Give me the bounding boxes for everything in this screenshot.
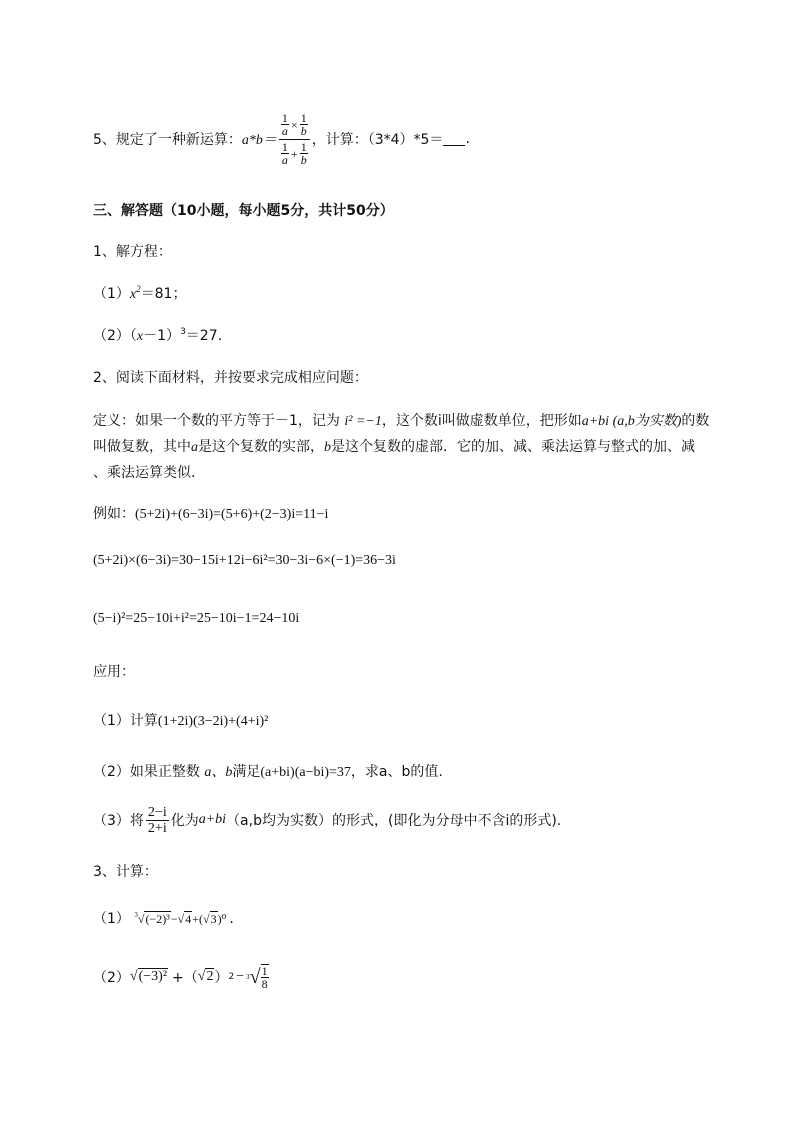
p1-sub2-end: ＝27. bbox=[185, 328, 223, 344]
p2-def-c: 的数 bbox=[681, 413, 710, 429]
p2-example-1 bbox=[93, 503, 328, 523]
p2-def2-a: 叫做复数，其中 bbox=[93, 439, 191, 455]
p2-apply-2 bbox=[93, 761, 443, 781]
p3-calc-2-close: ） bbox=[214, 970, 229, 986]
p2-apply-3-paren: （a,b均为实数）的形式，(即化为分母中不含i的形式). bbox=[226, 813, 562, 829]
q5-frac-1a: $\frac{1}{a}$ bbox=[281, 111, 288, 138]
p2-apply-label: 应用： bbox=[93, 664, 135, 680]
q5-frac-1b: $\frac{1}{b}$ bbox=[300, 111, 307, 138]
p2-def2-b: 是这个复数的实部， bbox=[198, 439, 324, 455]
p2-apply-2-end: ，求a、b的值. bbox=[350, 764, 443, 780]
p3-calc-2-exp: 2 bbox=[228, 972, 235, 982]
p2-apply-3-label: （3）将 bbox=[93, 813, 144, 829]
p2-apply-1 bbox=[93, 710, 268, 730]
p2-def-line3: 、乘法运算类似． bbox=[93, 465, 205, 481]
q5-prefix: 5、规定了一种新运算： bbox=[93, 132, 242, 148]
p2-apply-2-mid: 满足 bbox=[232, 764, 261, 780]
p2-apply-2-ab: a、b bbox=[204, 765, 233, 780]
q5-end: . bbox=[465, 131, 470, 147]
p3-calc-1-expr: $^3$√(−2)³−√4+(√3)⁰ bbox=[134, 911, 227, 926]
p2-def-a: 定义：如果一个数的平方等于－1，记为 bbox=[93, 413, 340, 429]
p1-sub1-eq: ＝81； bbox=[140, 286, 187, 302]
p3-calc-2-plus: +（ bbox=[172, 970, 198, 986]
p2-apply-3-fraction: $\frac{2-i}{2+i}$ bbox=[147, 804, 167, 836]
p2-def-line2 bbox=[93, 436, 695, 456]
p2-apply-2-label: （2）如果正整数 bbox=[93, 764, 200, 780]
q5-suffix: ，计算：（3*4）*5＝ bbox=[311, 132, 444, 148]
p2-i-squared: i² =−1 bbox=[344, 414, 382, 429]
question-5 bbox=[93, 104, 470, 174]
p2-def-line1 bbox=[93, 410, 709, 430]
p3-calc-2-label: （2） bbox=[93, 970, 130, 986]
p1-title: 1、解方程： bbox=[93, 244, 172, 260]
q5-answer-blank[interactable] bbox=[443, 133, 465, 146]
p3-calc-2-minus: − bbox=[236, 969, 245, 984]
p2-example-2: (5+2i)×(6−3i)=30−15i+12i−6i²=30−3i−6×(−1)=36−3i bbox=[93, 553, 396, 568]
q5-big-fraction: $\frac{1}{a}$ × $\frac{1}{b}$ $\frac{1}{a}$ + $\frac{1}{b}$ bbox=[279, 111, 310, 168]
p3-calc-1 bbox=[93, 908, 234, 928]
p2-def2-c: 是这个复数的虚部．它的加、减、乘法运算与整式的加、减 bbox=[331, 439, 695, 455]
p1-sub2 bbox=[93, 325, 222, 345]
section-3-heading: 三、解答题（10小题，每小题5分，共计50分） bbox=[93, 203, 394, 219]
p3-title: 3、计算： bbox=[93, 864, 158, 880]
p1-sub2-label: （2）（ bbox=[93, 328, 137, 344]
p3-calc-2 bbox=[93, 955, 269, 999]
p2-title: 2、阅读下面材料，并按要求完成相应问题： bbox=[93, 370, 368, 386]
p1-sub1-label: （1） bbox=[93, 286, 130, 302]
p1-sub1 bbox=[93, 283, 186, 303]
p2-apply-3-form: a+bi bbox=[198, 812, 227, 827]
p1-sub2-var: x bbox=[136, 329, 144, 344]
p2-example-label: 例如： bbox=[93, 506, 135, 522]
p3-calc-2-cuberoot: 3 √ $\frac{1}{8}$ bbox=[246, 964, 268, 991]
p3-calc-1-end: . bbox=[229, 911, 234, 927]
p3-calc-2-sqrt-a: √(−3)² bbox=[129, 969, 168, 984]
p2-form-expr: a+bi (a,b为实数) bbox=[581, 414, 682, 429]
p2-apply-3 bbox=[93, 800, 561, 840]
p2-example-3: (5−i)²=25−10i+i²=25−10i−1=24−10i bbox=[93, 611, 300, 626]
p2-example-1-expr: (5+2i)+(6−3i)=(5+6)+(2−3)i=11−i bbox=[135, 507, 329, 522]
p2-apply-3-mid: 化为 bbox=[170, 813, 199, 829]
p2-apply-1-expr: (1+2i)(3−2i)+(4+i)² bbox=[157, 714, 269, 729]
p3-calc-1-label: （1） bbox=[93, 911, 130, 927]
q5-lhs: a*b＝ bbox=[241, 133, 277, 148]
p2-def-b: ，这个数i叫做虚数单位，把形如 bbox=[381, 413, 582, 429]
p1-sub2-mid: －1） bbox=[143, 328, 181, 344]
p2-b-var: b bbox=[324, 440, 331, 455]
p1-sub1-var: $x^2$ bbox=[129, 284, 141, 302]
p2-a-var: a bbox=[191, 440, 198, 455]
p1-sub2-exp: 3 bbox=[180, 327, 186, 337]
p3-calc-2-sqrt2: √2 bbox=[197, 969, 214, 984]
q5-frac-2b: $\frac{1}{b}$ bbox=[300, 140, 307, 167]
p2-apply-1-label: （1）计算 bbox=[93, 713, 158, 729]
p2-apply-2-expr: (a+bi)(a−bi)=37 bbox=[260, 765, 351, 780]
q5-frac-2a: $\frac{1}{a}$ bbox=[281, 140, 288, 167]
